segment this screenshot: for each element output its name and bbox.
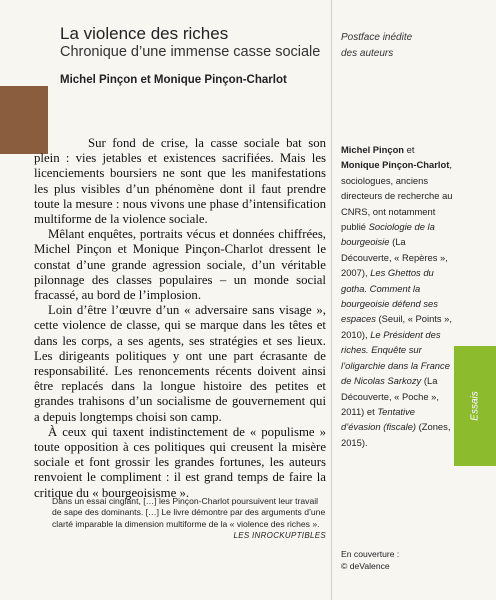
blurb-paragraph-4: À ceux qui taxent indistinctement de « populisme » toute opposition à ces politiques qui creusent la misère sociale et font grossir les grandes fortunes, les auteurs renvoient le compliment : il est grand temps de faire la critique du « bourgeoisisme ».: [34, 424, 326, 500]
press-quote: Dans un essai cinglant, […] les Pinçon-Charlot poursuivent leur travail de sape des dominants. […] Le livre démontre par des arguments d’une clarté imparable la dimension multiforme de la « violence des riches ».: [52, 496, 326, 529]
bio-book-2: Les Ghettos du gotha. Comment la bourgeoisie défend ses espaces: [341, 267, 438, 325]
postface-note-line-2: des auteurs: [341, 48, 394, 59]
bio-text-4: (Seuil, « Points », 2010),: [341, 313, 453, 340]
category-tab-label: Essais: [469, 391, 481, 421]
blurb-paragraph-1: Sur fond de crise, la casse sociale bat son plein : vies jetables et existences sacrifiées. Mais les licenciements boursiers ne sont que les manifestations les plus visibles d’un phénomène dont il faut prendre toute la mesure : nous vivons une phase d’intensification multiforme de la violence sociale.: [34, 136, 326, 227]
bio-author-2: Monique Pinçon-Charlot: [341, 159, 450, 171]
bio-book-1: Sociologie de la bourgeoisie: [341, 221, 435, 248]
bio-book-4: Tentative d’évasion (fiscale): [341, 405, 417, 433]
bio-text-2: , sociologues, anciens directeurs de recherche au CNRS, ont notamment publié: [341, 159, 453, 233]
column-divider: [331, 0, 332, 600]
blurb-text: [34, 136, 326, 501]
authors-bio: [341, 142, 453, 450]
cover-credit: [341, 548, 399, 572]
bio-text-3: (La Découverte, « Repères », 2007),: [341, 236, 448, 279]
bio-author-1: Michel Pinçon: [341, 144, 405, 155]
bio-book-3: Le Président des riches. Enquête sur l’oligarchie dans la France de Nicolas Sarkozy: [341, 328, 450, 387]
bio-text-6: (Zones, 2015).: [341, 421, 451, 448]
bio-text-5: (La Découverte, « Poche », 2011) et: [341, 375, 439, 417]
postface-note: [341, 30, 412, 62]
cover-credit-line-1: En couverture :: [341, 549, 400, 559]
blurb-paragraph-2: Mêlant enquêtes, portraits vécus et données chiffrées, Michel Pinçon et Monique Pinçon-Charlot dressent le constat d’une grande agression sociale, d’un véritable pilonnage des classes populaires – un monde social fracassé, au bord de l’implosion.: [34, 227, 326, 303]
book-title: La violence des riches: [60, 24, 229, 43]
blurb-paragraph-3: Loin d’être l’œuvre d’un « adversaire sans visage », cette violence de classe, qui se marque dans les têtes et dans les corps, a ses agents, ses stratégies et ses lieux. Les dirigeants politiques y ont une part écrasante de responsabilité. Les renoncements récents doivent ainsi être replacés dans la longue histoire des petites et grandes trahisons d’un socialisme de gouvernement qui a depuis longtemps choisi son camp.: [34, 303, 326, 424]
press-quote-source: LES INROCKUPTIBLES: [233, 531, 326, 540]
cover-credit-line-2: © deValence: [341, 561, 390, 571]
category-tab: [454, 346, 496, 466]
book-subtitle: Chronique d’une immense casse sociale: [60, 44, 321, 60]
book-authors: Michel Pinçon et Monique Pinçon-Charlot: [60, 74, 287, 86]
bio-text-1: et: [404, 144, 415, 155]
postface-note-line-1: Postface inédite: [341, 32, 413, 43]
